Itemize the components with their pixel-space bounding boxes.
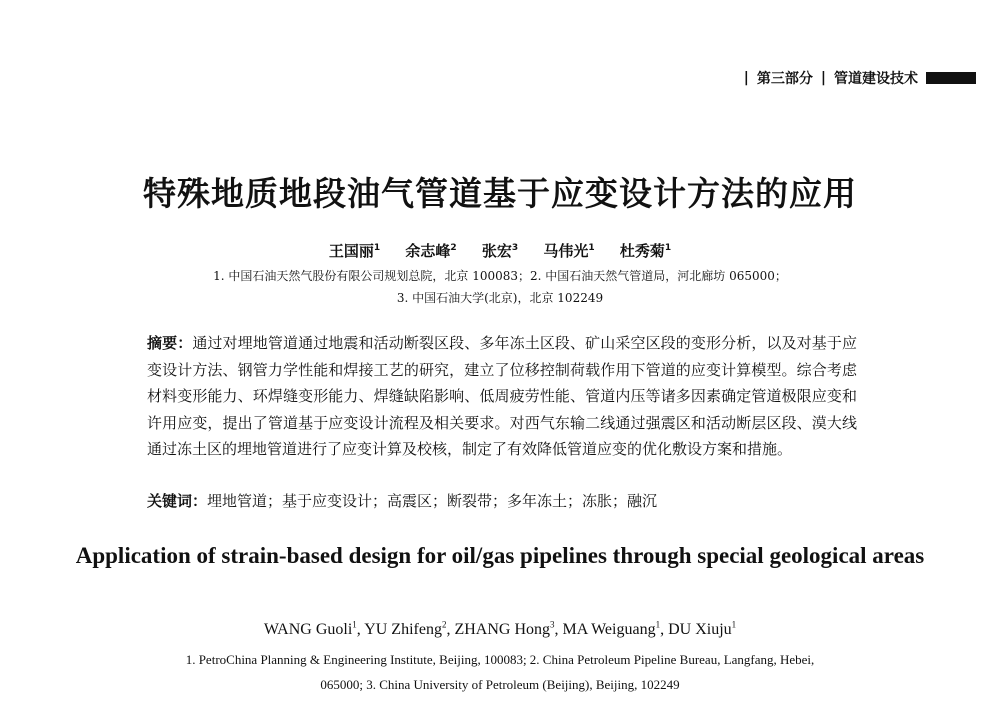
english-title: Application of strain-based design for oil/gas pipelines through special geological areas (75, 543, 925, 568)
chinese-title: 特殊地质地段油气管道基于应变设计方法的应用 (143, 174, 857, 213)
en-author: , ZHANG Hong$^3$ (446, 621, 554, 638)
en-author: , DU Xiuju$^1$ (660, 621, 736, 638)
cn-author: 马伟光$^1$ (543, 242, 595, 260)
en-author: , YU Zhifeng$^2$ (357, 621, 447, 638)
keywords-label: 关键词： (147, 492, 208, 510)
keywords-text: 埋地管道；基于应变设计；高震区；断裂带；多年冻土；冻胀；融沉 (207, 492, 658, 510)
header-block-decoration (926, 72, 976, 84)
en-author: , MA Weiguang$^1$ (555, 621, 661, 638)
header-section: 管道建设技术 (834, 71, 918, 87)
chinese-abstract (147, 330, 857, 463)
english-affiliation-line-1: 1. PetroChina Planning & Engineering Institute, Beijing, 100083; 2. China Petroleum Pipeline Bureau, Langfang, Hebei, (185, 652, 815, 667)
chinese-keywords (147, 488, 857, 514)
en-author: WANG Guoli$^1$ (263, 620, 357, 639)
english-authors (0, 620, 1000, 639)
cn-author: 王国丽$^1$ (328, 242, 381, 260)
chinese-authors (0, 240, 1000, 261)
cn-author: 余志峰$^2$ (405, 242, 457, 260)
header-part: 第三部分 (756, 71, 813, 87)
header-divider: | (743, 70, 749, 86)
english-affiliation-line-2: 065000; 3. China University of Petroleum (Beijing), Beijing, 102249 (320, 677, 680, 692)
abstract-text: 通过对埋地管道通过地震和活动断裂区段、多年冻土区段、矿山采空区段的变形分析，以及对基于应变设计方法、钢管力学性能和焊接工艺的研究，建立了位移控制荷载作用下管道的应变计算模型。综合考虑材料变形能力、环焊缝变形能力、焊缝缺陷影响、低周疲劳性能、管道内压等诸多因素确定管道极限应变和许用应变，提出了管道基于应变设计流程及相关要求。对西气东输二线通过强震区和活动断层区段、漠大线通过冻土区的埋地管道进行了应变计算及校核，制定了有效降低管道应变的优化敷设方案和措施。 (147, 334, 857, 458)
cn-author: 张宏$^3$ (481, 242, 519, 260)
running-header (736, 68, 976, 88)
chinese-affiliation-line-1: 1. 中国石油天然气股份有限公司规划总院，北京 100083；2. 中国石油天然气管道局，河北廊坊 065000； (213, 269, 787, 283)
cn-author: 杜秀菊$^1$ (619, 242, 672, 260)
header-divider: | (820, 70, 826, 86)
chinese-affiliation-line-2: 3. 中国石油大学(北京)，北京 102249 (396, 291, 604, 305)
abstract-label: 摘要： (147, 334, 193, 352)
